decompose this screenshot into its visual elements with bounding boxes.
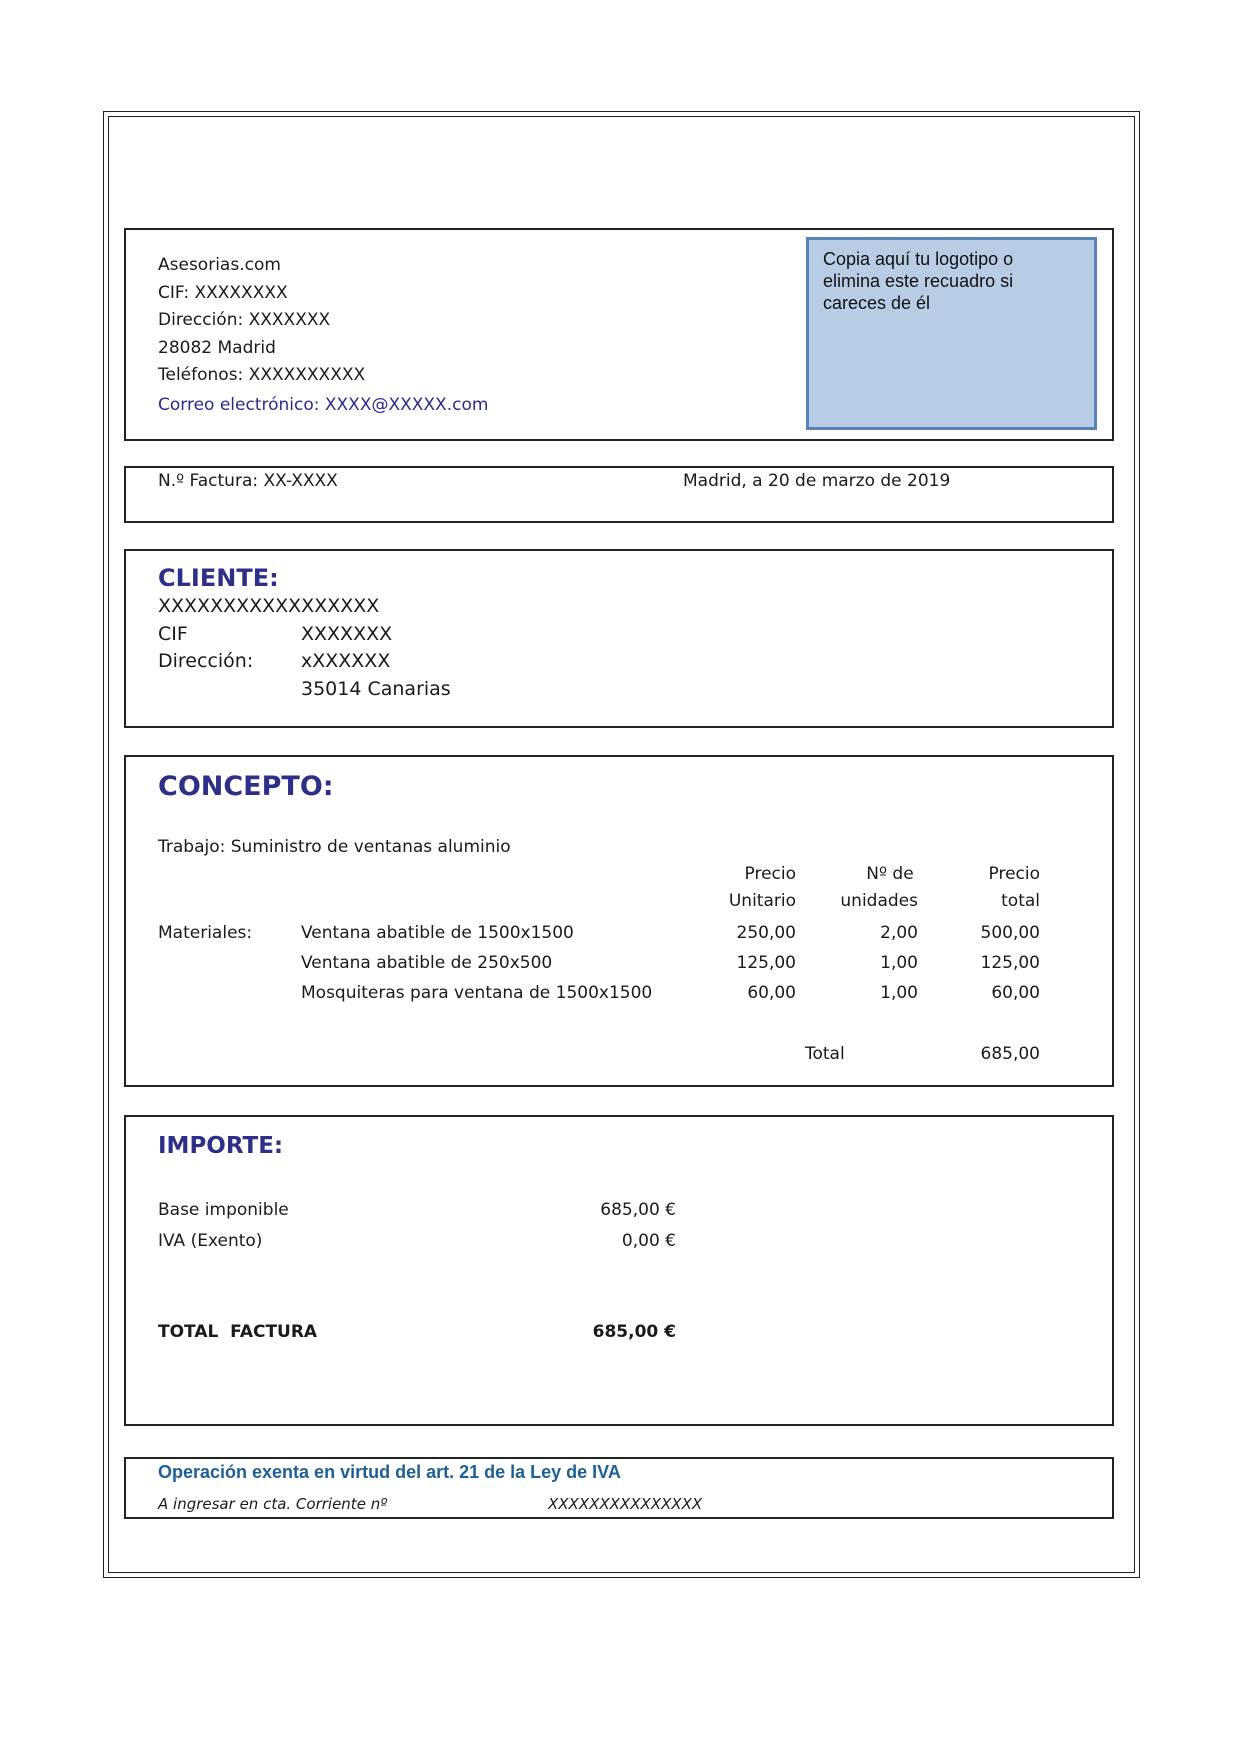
table-row-2-unit: 125,00 [736, 953, 796, 973]
issuer-address: Dirección: XXXXXXX [158, 310, 331, 330]
base-label: Base imponible [158, 1200, 289, 1220]
grand-total-label: TOTAL FACTURA [158, 1322, 318, 1342]
col-total-line2: total [1001, 891, 1040, 911]
table-row-1-unit: 250,00 [736, 923, 796, 943]
concept-box [124, 755, 1114, 1087]
table-row-1-total: 500,00 [980, 923, 1040, 943]
logo-placeholder-text: Copia aquí tu logotipo o elimina este recuadro si careces de él [823, 249, 1014, 313]
grand-total-value: 685,00 € [592, 1322, 676, 1342]
logo-placeholder-box[interactable] [806, 237, 1097, 430]
vat-value: 0,00 € [621, 1231, 676, 1251]
table-row-2-desc: Ventana abatible de 250x500 [301, 953, 553, 973]
col-qty-line1: Nº de [866, 864, 914, 884]
concept-work: Trabajo: Suministro de ventanas aluminio [158, 837, 511, 857]
issuer-phones: Teléfonos: XXXXXXXXXX [158, 365, 366, 385]
client-address-value: xXXXXXX [301, 650, 391, 672]
col-unit-price-line1: Precio [744, 864, 796, 884]
concept-total-label: Total [805, 1044, 845, 1064]
table-row-1-qty: 2,00 [880, 923, 918, 943]
col-unit-price-line2: Unitario [728, 891, 796, 911]
col-qty-line2: unidades [840, 891, 918, 911]
table-row-3-qty: 1,00 [880, 983, 918, 1003]
exemption-note: Operación exenta en virtud del art. 21 de la Ley de IVA [158, 1462, 621, 1482]
issuer-city: 28082 Madrid [158, 338, 276, 358]
table-row-1-desc: Ventana abatible de 1500x1500 [301, 923, 574, 943]
vat-label: IVA (Exento) [158, 1231, 263, 1251]
account-value: XXXXXXXXXXXXXXX [548, 1495, 703, 1513]
invoice-number: N.º Factura: XX-XXXX [158, 471, 338, 491]
table-row-3-unit: 60,00 [747, 983, 796, 1003]
table-row-2-total: 125,00 [980, 953, 1040, 973]
amount-box [124, 1115, 1114, 1426]
materials-label: Materiales: [158, 923, 253, 943]
client-cif-value: XXXXXXX [301, 623, 393, 645]
account-label: A ingresar en cta. Corriente nº [158, 1495, 388, 1513]
issuer-email-link[interactable]: XXXX@XXXXX.com [324, 395, 489, 415]
client-address-label: Dirección: [158, 650, 254, 672]
col-total-line1: Precio [988, 864, 1040, 884]
issuer-email [158, 397, 488, 414]
client-cif-label: CIF [158, 623, 188, 645]
table-row-3-desc: Mosquiteras para ventana de 1500x1500 [301, 983, 653, 1003]
issuer-name: Asesorias.com [158, 255, 281, 275]
amount-heading: IMPORTE: [158, 1133, 284, 1159]
table-row-3-total: 60,00 [991, 983, 1040, 1003]
concept-heading: CONCEPTO: [158, 771, 334, 802]
client-heading: CLIENTE: [158, 564, 279, 592]
issuer-cif: CIF: XXXXXXXX [158, 283, 288, 303]
table-row-2-qty: 1,00 [880, 953, 918, 973]
concept-total-value: 685,00 [980, 1044, 1040, 1064]
invoice-date: Madrid, a 20 de marzo de 2019 [683, 471, 951, 491]
client-address-city: 35014 Canarias [301, 678, 451, 700]
issuer-email-label: Correo electrónico: [158, 395, 320, 415]
client-name: XXXXXXXXXXXXXXXXX [158, 595, 380, 617]
base-value: 685,00 € [600, 1200, 676, 1220]
